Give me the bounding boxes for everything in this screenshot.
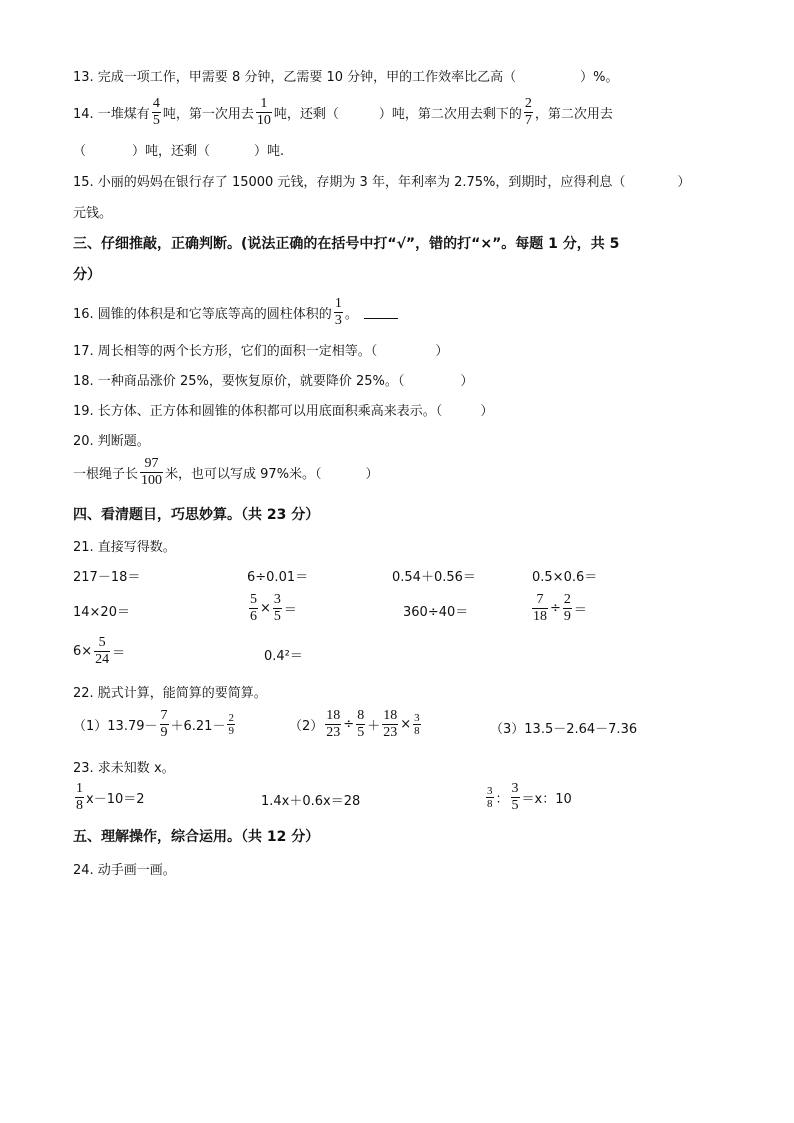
fraction: $\frac{3}{5}$ [273, 592, 281, 624]
q20-text-b: 米，也可以写成 97%米。（ [165, 467, 322, 482]
calc-item: 6× $\frac{5}{24}$ ＝ [73, 635, 126, 667]
fraction: 1 8 [76, 781, 83, 813]
question-17 [73, 340, 448, 359]
question-14 [73, 96, 613, 129]
q19-close: ） [480, 404, 494, 419]
section-5-text: 五、理解操作，综合运用。（共 12 分） [73, 829, 320, 845]
q24-text: 24. 动手画一画。 [73, 863, 176, 878]
q14-text-a: 14. 一堆煤有 [73, 107, 150, 122]
fraction: $\frac{8}{5}$ [357, 708, 365, 740]
calc-item: $\frac{5}{6}$ × $\frac{3}{5}$ ＝ [250, 592, 297, 624]
calc-item: 360÷40＝ [403, 605, 469, 620]
calc-item: $\frac{7}{18}$ ÷ $\frac{2}{9}$ ＝ [533, 592, 587, 624]
calc-item: 0.4²＝ [264, 649, 303, 664]
question-15-line2 [73, 202, 112, 221]
expression-1: （1）13.79－ 7 9 ＋6.21－ 2 9 [73, 708, 234, 740]
question-20-body [73, 456, 379, 489]
q19-text: 19. 长方体、正方体和圆锥的体积都可以用底面积乘高来表示。（ [73, 404, 443, 419]
fraction: 1 10 [256, 96, 271, 128]
question-21 [73, 536, 176, 555]
expression-3: （3）13.5－2.64－7.36 [490, 722, 638, 737]
q18-close: ） [460, 374, 474, 389]
q20-text: 20. 判断题。 [73, 434, 150, 449]
q14-line2-b: ）吨，还剩（ [132, 144, 211, 159]
question-14-line2 [73, 140, 284, 159]
question-24 [73, 859, 176, 878]
q15-close: ） [677, 175, 691, 190]
fraction: 3 5 [511, 781, 519, 813]
equation-2: 1.4x＋0.6x＝28 [261, 794, 361, 809]
equation-1: 1 8 x－10＝2 [76, 781, 145, 813]
question-13 [73, 66, 619, 85]
section-4-text: 四、看清题目，巧思妙算。（共 23 分） [73, 507, 320, 523]
fraction: $\frac{18}{23}$ [326, 708, 341, 740]
fraction: 4 5 [152, 96, 160, 128]
q14-text-b: 吨，第一次用去 [162, 107, 254, 122]
q20-close: ） [365, 467, 379, 482]
fraction: $\frac{5}{24}$ [95, 635, 110, 667]
q15-line2: 元钱。 [73, 206, 113, 221]
q14-line2-c: ）吨. [254, 144, 285, 159]
question-23 [73, 757, 175, 776]
fraction: $\frac{18}{23}$ [383, 708, 398, 740]
q16-period: 。 [344, 307, 358, 322]
fraction: 1 3 [334, 296, 342, 328]
q14-text-e: ，第二次用去 [534, 107, 613, 122]
q18-text: 18. 一种商品涨价 25%，要恢复原价，就要降价 25%。（ [73, 374, 405, 389]
question-20 [73, 430, 150, 449]
fraction: 7 9 [160, 708, 168, 740]
fraction: $\frac{3}{8}$ [414, 712, 420, 737]
calc-item: 6÷0.01＝ [247, 570, 309, 585]
fraction: $\frac{7}{18}$ [533, 592, 547, 624]
fraction: 2 7 [524, 96, 532, 128]
question-18 [73, 370, 473, 389]
q13-close: ）%。 [580, 70, 619, 85]
q22-text: 22. 脱式计算，能简算的要简算。 [73, 686, 267, 701]
q14-text-d: ）吨，第二次用去剩下的 [378, 107, 522, 122]
section-5-heading [73, 826, 319, 846]
calc-item: 217－18＝ [73, 570, 141, 585]
fraction: 97 100 [141, 456, 163, 488]
q15-text: 15. 小丽的妈妈在银行存了 15000 元钱，存期为 3 年，年利率为 2.75%，到期时，应得利息（ [73, 175, 626, 190]
answer-blank[interactable] [364, 306, 398, 319]
expression-2: （2） $\frac{18}{23}$ ÷ $\frac{8}{5}$ ＋ $\frac{18}{23}$ × $\frac{3}{8}$ [289, 708, 420, 740]
q21-text: 21. 直接写得数。 [73, 540, 176, 555]
calc-item: 0.54＋0.56＝ [392, 570, 476, 585]
section-4-heading [73, 504, 319, 524]
question-16 [73, 296, 398, 329]
q13-text: 13. 完成一项工作，甲需要 8 分钟，乙需要 10 分钟，甲的工作效率比乙高（ [73, 70, 517, 85]
question-22 [73, 682, 267, 701]
q20-text-a: 一根绳子长 [73, 467, 139, 482]
section-3-heading [73, 233, 619, 253]
section-3-heading-line2 [73, 264, 101, 284]
q17-close: ） [435, 344, 449, 359]
q14-text-c: 吨，还剩（ [273, 107, 339, 122]
calc-item: 14×20＝ [73, 605, 130, 620]
question-19 [73, 400, 493, 419]
fraction: $\frac{2}{9}$ [563, 592, 571, 624]
q17-text: 17. 周长相等的两个长方形，它们的面积一定相等。（ [73, 344, 378, 359]
fraction: $\frac{5}{6}$ [250, 592, 257, 624]
q14-line2-a: （ [73, 144, 87, 159]
fraction: 2 9 [228, 712, 234, 737]
q23-text: 23. 求未知数 x。 [73, 761, 175, 776]
calc-item: 0.5×0.6＝ [532, 570, 598, 585]
equation-3: 3 8 ： 3 5 ＝x：10 [487, 781, 572, 813]
q16-text: 16. 圆锥的体积是和它等底等高的圆柱体积的 [73, 307, 332, 322]
fraction: 3 8 [487, 785, 493, 810]
section-3-line1: 三、仔细推敲，正确判断。(说法正确的在括号中打“√”，错的打“×”。每题 1 分，共 5 [73, 236, 620, 252]
section-3-line2: 分） [73, 267, 101, 283]
question-15 [73, 171, 690, 190]
